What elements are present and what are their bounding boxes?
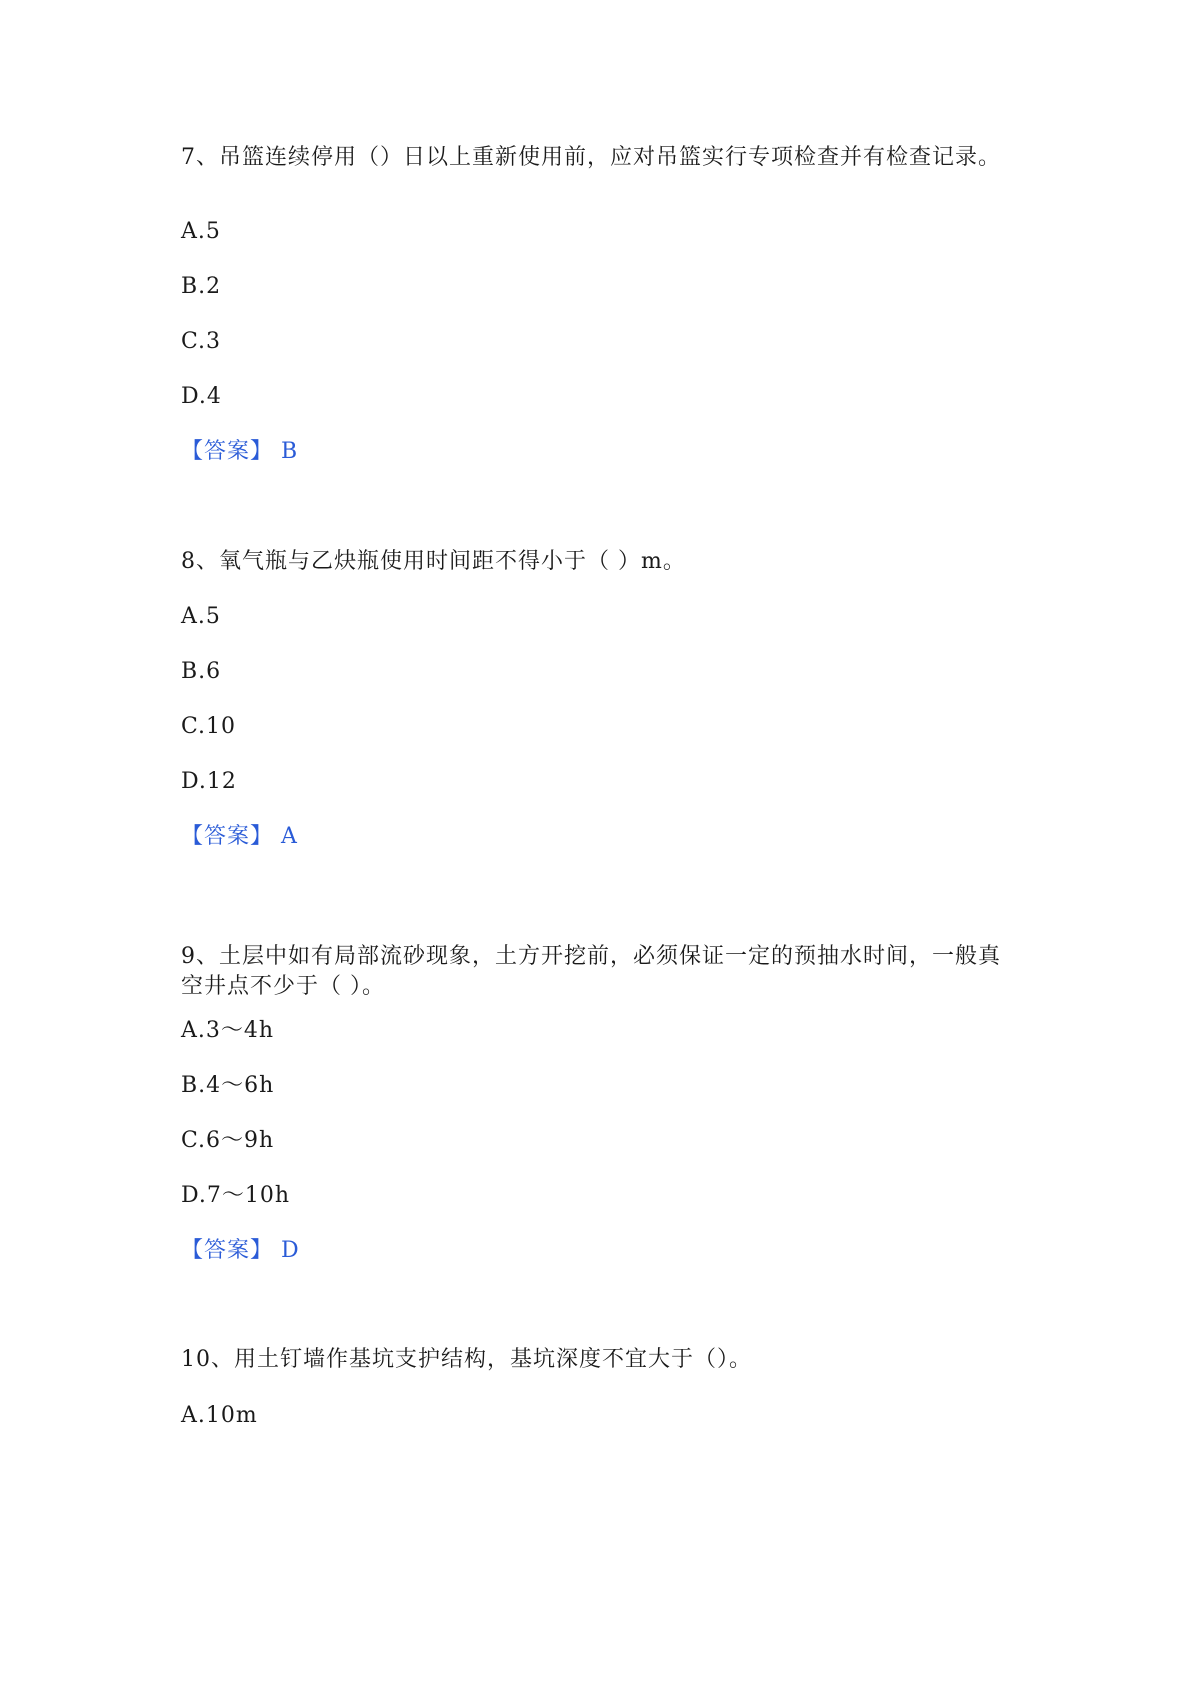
answer-label: 【答案】 B xyxy=(181,439,299,464)
option-a: A.5 xyxy=(181,219,221,244)
question-stem: 10、用土钉墙作基坑支护结构，基坑深度不宜大于（）。 xyxy=(181,1347,752,1372)
answer-label: 【答案】 D xyxy=(181,1238,300,1263)
option-b: B.6 xyxy=(181,659,222,684)
option-a: A.5 xyxy=(181,604,221,629)
option-d: D.4 xyxy=(181,384,222,409)
option-c: C.6～9h xyxy=(181,1128,275,1153)
question-stem: 9、土层中如有局部流砂现象，土方开挖前，必须保证一定的预抽水时间，一般真空井点不少于（ ）。 xyxy=(181,944,1001,999)
option-d: D.12 xyxy=(181,769,237,794)
option-b: B.4～6h xyxy=(181,1073,275,1098)
option-b: B.2 xyxy=(181,274,222,299)
question-stem: 8、氧气瓶与乙炔瓶使用时间距不得小于（ ）m。 xyxy=(181,549,686,574)
option-a: A.10m xyxy=(181,1403,258,1428)
option-a: A.3～4h xyxy=(181,1018,275,1043)
option-c: C.3 xyxy=(181,329,222,354)
option-c: C.10 xyxy=(181,714,237,739)
option-d: D.7～10h xyxy=(181,1183,291,1208)
answer-label: 【答案】 A xyxy=(181,824,298,849)
question-stem: 7、吊篮连续停用（）日以上重新使用前，应对吊篮实行专项检查并有检查记录。 xyxy=(181,145,1001,170)
